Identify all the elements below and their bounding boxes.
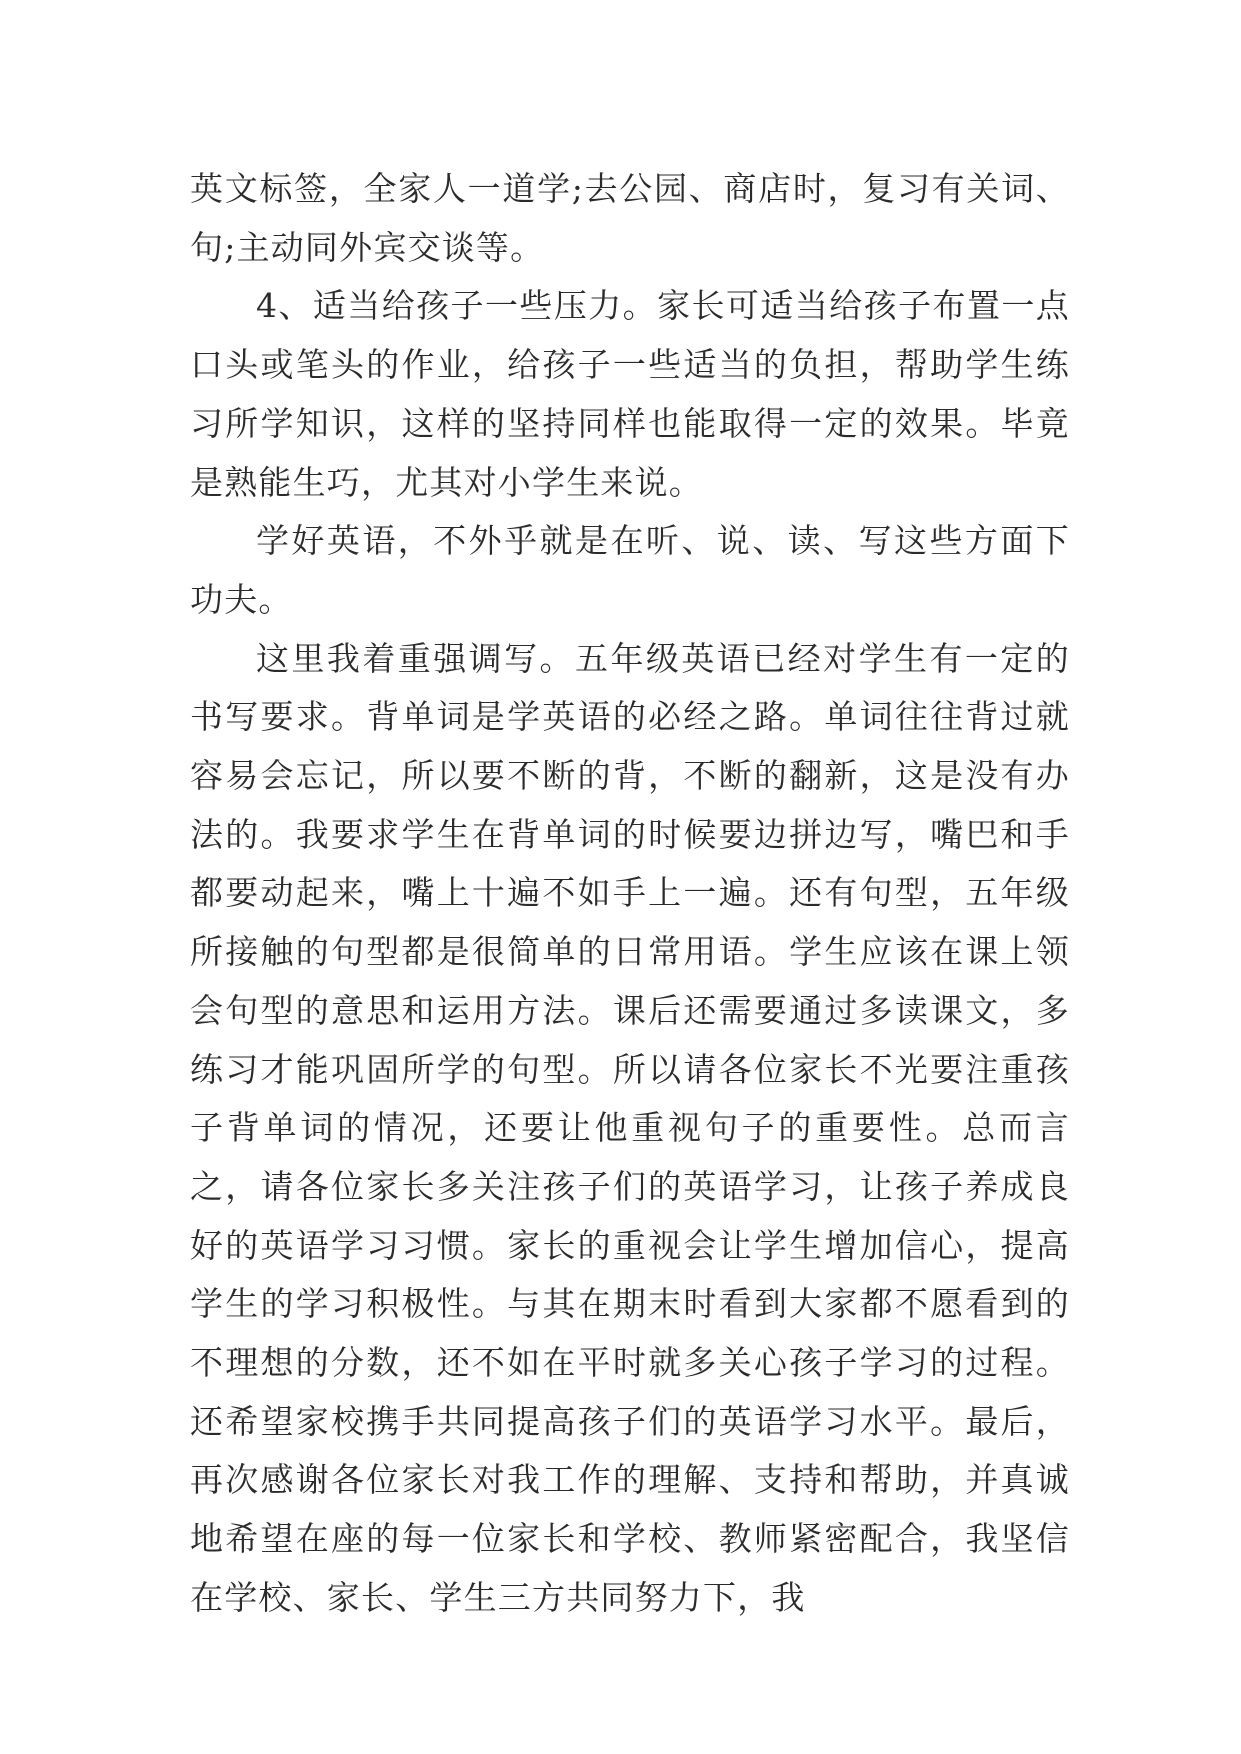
paragraph-learning-skills: 学好英语，不外乎就是在听、说、读、写这些方面下功夫。 <box>190 521 1070 619</box>
paragraph-writing-emphasis: 这里我着重强调写。五年级英语已经对学生有一定的书写要求。背单词是学英语的必经之路。单词往往背过就容易会忘记，所以要不断的背，不断的翻新，这是没有办法的。我要求学生在背单词的时候要边拼边写，嘴巴和手都要动起来，嘴上十遍不如手上一遍。还有句型，五年级所接触的句型都是很简单的日常用语。学生应该在课上领会句型的意思和运用方法。课后还需要通过多读课文，多练习才能巩固所学的句型。所以请各位家长不光要注重孩子背单词的情况，还要让他重视句子的重要性。总而言之，请各位家长多关注孩子们的英语学习，让孩子养成良好的英语学习习惯。家长的重视会让学生增加信心，提高学生的学习积极性。与其在期末时看到大家都不愿看到的不理想的分数，还不如在平时就多关心孩子学习的过程。还希望家校携手共同提高孩子们的英语学习水平。最后，再次感谢各位家长对我工作的理解、支持和帮助，并真诚地希望在座的每一位家长和学校、教师紧密配合，我坚信在学校、家长、学生三方共同努力下，我 <box>190 638 1070 1617</box>
paragraph-pressure-tip: 4、适当给孩子一些压力。家长可适当给孩子布置一点口头或笔头的作业，给孩子一些适当的负担，帮助学生练习所学知识，这样的坚持同样也能取得一定的效果。毕竟是熟能生巧，尤其对小学生来说。 <box>190 286 1070 502</box>
paragraph-continuation: 英文标签，全家人一道学;去公园、商店时，复习有关词、句;主动同外宾交谈等。 <box>190 169 1070 267</box>
document-body <box>190 160 1070 1628</box>
